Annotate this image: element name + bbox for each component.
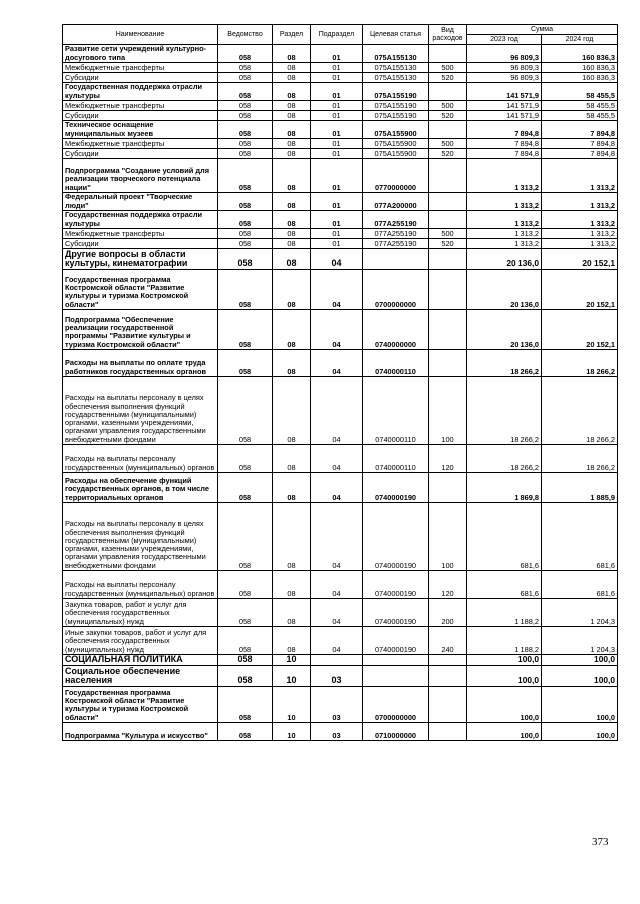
cell-dept: 058 <box>218 655 273 666</box>
cell-section: 08 <box>273 101 311 111</box>
cell-name: Подпрограмма "Обеспечение реализации государственной программы "Развитие культуры и туризма Костромской области" <box>63 310 218 350</box>
cell-sum-2023: 681,6 <box>467 571 542 599</box>
cell-name: Государственная программа Костромской области "Развитие культуры и туризма Костромской области" <box>63 687 218 723</box>
cell-name: Иные закупки товаров, работ и услуг для обеспечения государственных (муниципальных) нужд <box>63 627 218 655</box>
cell-subsection: 01 <box>311 45 363 63</box>
cell-dept: 058 <box>218 63 273 73</box>
cell-section: 08 <box>273 503 311 571</box>
cell-kind <box>429 211 467 229</box>
cell-target: 077А255190 <box>363 229 429 239</box>
table-row <box>63 211 618 229</box>
cell-dept: 058 <box>218 45 273 63</box>
header-kind: Вид расходов <box>429 25 467 45</box>
cell-subsection: 01 <box>311 159 363 193</box>
table-row <box>63 63 618 73</box>
cell-section: 08 <box>273 45 311 63</box>
cell-sum-2024: 1 204,3 <box>542 599 618 627</box>
cell-sum-2024: 20 152,1 <box>542 249 618 270</box>
cell-kind: 120 <box>429 571 467 599</box>
cell-section: 08 <box>273 121 311 139</box>
cell-sum-2024: 1 204,3 <box>542 627 618 655</box>
cell-sum-2024: 1 885,9 <box>542 473 618 503</box>
table-row <box>63 571 618 599</box>
cell-subsection: 04 <box>311 249 363 270</box>
cell-dept: 058 <box>218 571 273 599</box>
cell-name: Подпрограмма "Культура и искусство" <box>63 723 218 741</box>
cell-kind <box>429 655 467 666</box>
cell-dept: 058 <box>218 627 273 655</box>
cell-subsection: 04 <box>311 350 363 377</box>
cell-name: Расходы на выплаты персоналу государственных (муниципальных) органов <box>63 571 218 599</box>
table-row <box>63 83 618 101</box>
table-row <box>63 101 618 111</box>
cell-subsection: 03 <box>311 687 363 723</box>
cell-dept: 058 <box>218 666 273 687</box>
cell-sum-2023: 100,0 <box>467 666 542 687</box>
cell-sum-2023: 100,0 <box>467 687 542 723</box>
cell-sum-2023: 18 266,2 <box>467 350 542 377</box>
cell-target: 075А155190 <box>363 101 429 111</box>
cell-sum-2024: 1 313,2 <box>542 239 618 249</box>
cell-section: 08 <box>273 270 311 310</box>
cell-dept: 058 <box>218 73 273 83</box>
table-row <box>63 121 618 139</box>
cell-dept: 058 <box>218 350 273 377</box>
table-row <box>63 473 618 503</box>
cell-kind: 500 <box>429 139 467 149</box>
header-subsection: Подраздел <box>311 25 363 45</box>
cell-target: 0740000110 <box>363 350 429 377</box>
cell-kind: 520 <box>429 149 467 159</box>
cell-sum-2024: 1 313,2 <box>542 159 618 193</box>
cell-target: 075А155130 <box>363 63 429 73</box>
cell-dept: 058 <box>218 239 273 249</box>
cell-sum-2024: 58 455,5 <box>542 111 618 121</box>
header-section: Раздел <box>273 25 311 45</box>
cell-target: 0740000190 <box>363 571 429 599</box>
cell-sum-2023: 20 136,0 <box>467 310 542 350</box>
table-row <box>63 270 618 310</box>
cell-sum-2024: 58 455,5 <box>542 101 618 111</box>
cell-sum-2024: 100,0 <box>542 687 618 723</box>
cell-dept: 058 <box>218 149 273 159</box>
cell-dept: 058 <box>218 310 273 350</box>
cell-subsection: 01 <box>311 229 363 239</box>
cell-target: 0700000000 <box>363 270 429 310</box>
cell-kind: 520 <box>429 239 467 249</box>
cell-subsection: 04 <box>311 571 363 599</box>
table-row <box>63 687 618 723</box>
cell-sum-2023: 681,6 <box>467 503 542 571</box>
table-row <box>63 627 618 655</box>
cell-subsection: 01 <box>311 139 363 149</box>
cell-section: 10 <box>273 687 311 723</box>
cell-sum-2024: 7 894,8 <box>542 139 618 149</box>
cell-dept: 058 <box>218 101 273 111</box>
cell-subsection: 04 <box>311 270 363 310</box>
cell-kind <box>429 310 467 350</box>
table-row <box>63 193 618 211</box>
cell-section: 08 <box>273 350 311 377</box>
cell-kind: 500 <box>429 229 467 239</box>
cell-dept: 058 <box>218 445 273 473</box>
table-row <box>63 229 618 239</box>
cell-target <box>363 666 429 687</box>
cell-section: 08 <box>273 149 311 159</box>
cell-name: Закупка товаров, работ и услуг для обеспечения государственных (муниципальных) нужд <box>63 599 218 627</box>
cell-target: 075А155900 <box>363 139 429 149</box>
cell-subsection: 01 <box>311 83 363 101</box>
cell-kind <box>429 723 467 741</box>
cell-dept: 058 <box>218 270 273 310</box>
cell-name: Государственная программа Костромской области "Развитие культуры и туризма Костромской области" <box>63 270 218 310</box>
cell-section: 08 <box>273 627 311 655</box>
cell-sum-2023: 1 313,2 <box>467 229 542 239</box>
cell-sum-2024: 1 313,2 <box>542 193 618 211</box>
header-2024: 2024 год <box>542 35 618 45</box>
cell-target: 0740000190 <box>363 503 429 571</box>
cell-section: 10 <box>273 655 311 666</box>
cell-sum-2023: 1 313,2 <box>467 193 542 211</box>
cell-sum-2023: 1 313,2 <box>467 159 542 193</box>
table-body <box>63 45 618 741</box>
cell-sum-2024: 100,0 <box>542 655 618 666</box>
cell-kind: 520 <box>429 111 467 121</box>
cell-target: 0740000110 <box>363 377 429 445</box>
cell-target <box>363 249 429 270</box>
table-row <box>63 377 618 445</box>
cell-sum-2023: 1 313,2 <box>467 239 542 249</box>
cell-target: 075А155190 <box>363 111 429 121</box>
table-row <box>63 73 618 83</box>
cell-dept: 058 <box>218 211 273 229</box>
cell-target: 075А155900 <box>363 121 429 139</box>
cell-target: 075А155900 <box>363 149 429 159</box>
cell-subsection: 04 <box>311 377 363 445</box>
cell-dept: 058 <box>218 159 273 193</box>
cell-dept: 058 <box>218 473 273 503</box>
header-name: Наименование <box>63 25 218 45</box>
cell-kind <box>429 249 467 270</box>
cell-kind: 500 <box>429 63 467 73</box>
cell-sum-2023: 1 188,2 <box>467 599 542 627</box>
cell-kind <box>429 666 467 687</box>
cell-name: Расходы на обеспечение функций государственных органов, в том числе территориальных органов <box>63 473 218 503</box>
cell-sum-2024: 681,6 <box>542 503 618 571</box>
cell-name: Социальное обеспечение населения <box>63 666 218 687</box>
table-row <box>63 45 618 63</box>
cell-name: СОЦИАЛЬНАЯ ПОЛИТИКА <box>63 655 218 666</box>
cell-subsection: 04 <box>311 599 363 627</box>
table-row <box>63 139 618 149</box>
cell-subsection: 01 <box>311 149 363 159</box>
cell-subsection: 04 <box>311 310 363 350</box>
cell-target: 0770000000 <box>363 159 429 193</box>
cell-kind <box>429 83 467 101</box>
table-row <box>63 111 618 121</box>
cell-kind: 200 <box>429 599 467 627</box>
cell-section: 10 <box>273 723 311 741</box>
cell-subsection <box>311 655 363 666</box>
cell-subsection: 01 <box>311 239 363 249</box>
cell-section: 08 <box>273 249 311 270</box>
header-target: Целевая статья <box>363 25 429 45</box>
cell-dept: 058 <box>218 503 273 571</box>
cell-sum-2023: 141 571,9 <box>467 111 542 121</box>
cell-sum-2023: 18 266,2 <box>467 377 542 445</box>
cell-subsection: 01 <box>311 101 363 111</box>
cell-section: 08 <box>273 473 311 503</box>
cell-dept: 058 <box>218 723 273 741</box>
cell-section: 08 <box>273 239 311 249</box>
cell-sum-2024: 58 455,5 <box>542 83 618 101</box>
cell-sum-2024: 7 894,8 <box>542 149 618 159</box>
table-row <box>63 723 618 741</box>
cell-kind <box>429 687 467 723</box>
cell-name: Расходы на выплаты персоналу в целях обеспечения выполнения функций государственными (муниципальными) органами, казенными учреждениями, органами управления государственными внебюджетными фондами <box>63 503 218 571</box>
cell-kind: 520 <box>429 73 467 83</box>
cell-section: 08 <box>273 599 311 627</box>
cell-dept: 058 <box>218 83 273 101</box>
cell-name: Межбюджетные трансферты <box>63 139 218 149</box>
cell-section: 08 <box>273 111 311 121</box>
cell-name: Субсидии <box>63 149 218 159</box>
cell-target: 0740000110 <box>363 445 429 473</box>
cell-sum-2024: 100,0 <box>542 666 618 687</box>
cell-section: 08 <box>273 571 311 599</box>
cell-dept: 058 <box>218 111 273 121</box>
cell-sum-2023: 96 809,3 <box>467 73 542 83</box>
cell-sum-2023: 96 809,3 <box>467 45 542 63</box>
cell-target: 0740000190 <box>363 473 429 503</box>
cell-dept: 058 <box>218 193 273 211</box>
table-row <box>63 249 618 270</box>
table-row <box>63 599 618 627</box>
cell-sum-2023: 7 894,8 <box>467 121 542 139</box>
cell-subsection: 04 <box>311 445 363 473</box>
page-number: 373 <box>592 836 609 848</box>
cell-dept: 058 <box>218 139 273 149</box>
cell-subsection: 04 <box>311 627 363 655</box>
cell-sum-2024: 160 836,3 <box>542 63 618 73</box>
table-row <box>63 666 618 687</box>
table-row <box>63 159 618 193</box>
header-dept: Ведомство <box>218 25 273 45</box>
cell-sum-2024: 1 313,2 <box>542 229 618 239</box>
cell-sum-2024: 160 836,3 <box>542 73 618 83</box>
budget-table <box>62 24 618 741</box>
cell-sum-2024: 18 266,2 <box>542 350 618 377</box>
cell-kind <box>429 350 467 377</box>
cell-sum-2024: 160 836,3 <box>542 45 618 63</box>
cell-sum-2023: 1 313,2 <box>467 211 542 229</box>
table-row <box>63 149 618 159</box>
cell-kind <box>429 473 467 503</box>
cell-dept: 058 <box>218 121 273 139</box>
table-row <box>63 655 618 666</box>
cell-section: 08 <box>273 445 311 473</box>
cell-sum-2024: 681,6 <box>542 571 618 599</box>
cell-name: Государственная поддержка отрасли культуры <box>63 211 218 229</box>
cell-subsection: 01 <box>311 211 363 229</box>
cell-target: 075А155190 <box>363 83 429 101</box>
cell-target <box>363 655 429 666</box>
cell-name: Субсидии <box>63 73 218 83</box>
cell-sum-2023: 141 571,9 <box>467 101 542 111</box>
cell-subsection: 04 <box>311 503 363 571</box>
cell-name: Расходы на выплаты персоналу в целях обеспечения выполнения функций государственными (муниципальными) органами, казенными учреждениями, органами управления государственными внебюджетными фондами <box>63 377 218 445</box>
cell-subsection: 01 <box>311 73 363 83</box>
cell-target: 0700000000 <box>363 687 429 723</box>
cell-name: Государственная поддержка отрасли культуры <box>63 83 218 101</box>
cell-section: 08 <box>273 139 311 149</box>
cell-name: Субсидии <box>63 111 218 121</box>
cell-name: Другие вопросы в области культуры, кинематографии <box>63 249 218 270</box>
cell-name: Межбюджетные трансферты <box>63 229 218 239</box>
cell-sum-2023: 1 188,2 <box>467 627 542 655</box>
cell-target: 075А155130 <box>363 73 429 83</box>
cell-dept: 058 <box>218 249 273 270</box>
cell-dept: 058 <box>218 599 273 627</box>
cell-sum-2024: 7 894,8 <box>542 121 618 139</box>
cell-sum-2024: 20 152,1 <box>542 270 618 310</box>
cell-kind <box>429 121 467 139</box>
cell-dept: 058 <box>218 229 273 239</box>
cell-section: 08 <box>273 193 311 211</box>
cell-sum-2023: 100,0 <box>467 723 542 741</box>
cell-kind: 120 <box>429 445 467 473</box>
cell-target: 0740000190 <box>363 599 429 627</box>
cell-sum-2024: 18 266,2 <box>542 445 618 473</box>
cell-kind <box>429 45 467 63</box>
cell-target: 0740000190 <box>363 627 429 655</box>
cell-name: Техническое оснащение муниципальных музеев <box>63 121 218 139</box>
cell-kind: 500 <box>429 101 467 111</box>
cell-name: Подпрограмма "Создание условий для реализации творческого потенциала нации" <box>63 159 218 193</box>
cell-kind: 100 <box>429 377 467 445</box>
cell-dept: 058 <box>218 687 273 723</box>
cell-name: Субсидии <box>63 239 218 249</box>
cell-subsection: 04 <box>311 473 363 503</box>
cell-name: Развитие сети учреждений культурно-досугового типа <box>63 45 218 63</box>
cell-sum-2023: 96 809,3 <box>467 63 542 73</box>
cell-subsection: 03 <box>311 723 363 741</box>
cell-kind: 100 <box>429 503 467 571</box>
cell-name: Расходы на выплаты персоналу государственных (муниципальных) органов <box>63 445 218 473</box>
cell-target: 0740000000 <box>363 310 429 350</box>
cell-subsection: 03 <box>311 666 363 687</box>
budget-table-container <box>62 24 617 741</box>
table-row <box>63 445 618 473</box>
cell-section: 08 <box>273 377 311 445</box>
cell-section: 08 <box>273 63 311 73</box>
cell-sum-2023: 18 266,2 <box>467 445 542 473</box>
cell-sum-2023: 141 571,9 <box>467 83 542 101</box>
cell-sum-2023: 7 894,8 <box>467 139 542 149</box>
cell-name: Федеральный проект "Творческие люди" <box>63 193 218 211</box>
cell-target: 077А200000 <box>363 193 429 211</box>
cell-sum-2023: 20 136,0 <box>467 249 542 270</box>
cell-section: 08 <box>273 73 311 83</box>
cell-sum-2024: 1 313,2 <box>542 211 618 229</box>
cell-sum-2024: 18 266,2 <box>542 377 618 445</box>
cell-kind <box>429 193 467 211</box>
cell-target: 0710000000 <box>363 723 429 741</box>
table-row <box>63 239 618 249</box>
cell-section: 10 <box>273 666 311 687</box>
cell-dept: 058 <box>218 377 273 445</box>
cell-kind <box>429 270 467 310</box>
header-2023: 2023 год <box>467 35 542 45</box>
cell-kind: 240 <box>429 627 467 655</box>
cell-section: 08 <box>273 310 311 350</box>
cell-sum-2023: 100,0 <box>467 655 542 666</box>
cell-section: 08 <box>273 229 311 239</box>
cell-subsection: 01 <box>311 63 363 73</box>
cell-section: 08 <box>273 159 311 193</box>
cell-sum-2024: 100,0 <box>542 723 618 741</box>
cell-target: 077А255190 <box>363 239 429 249</box>
cell-section: 08 <box>273 83 311 101</box>
cell-name: Межбюджетные трансферты <box>63 63 218 73</box>
cell-name: Расходы на выплаты по оплате труда работников государственных органов <box>63 350 218 377</box>
cell-subsection: 01 <box>311 121 363 139</box>
cell-sum-2023: 20 136,0 <box>467 270 542 310</box>
cell-subsection: 01 <box>311 193 363 211</box>
cell-subsection: 01 <box>311 111 363 121</box>
cell-section: 08 <box>273 211 311 229</box>
header-sum: Сумма <box>467 25 618 35</box>
cell-name: Межбюджетные трансферты <box>63 101 218 111</box>
table-row <box>63 310 618 350</box>
table-row <box>63 503 618 571</box>
cell-target: 075А155130 <box>363 45 429 63</box>
cell-sum-2024: 20 152,1 <box>542 310 618 350</box>
cell-target: 077А255190 <box>363 211 429 229</box>
cell-kind <box>429 159 467 193</box>
table-row <box>63 350 618 377</box>
cell-sum-2023: 1 869,8 <box>467 473 542 503</box>
cell-sum-2023: 7 894,8 <box>467 149 542 159</box>
